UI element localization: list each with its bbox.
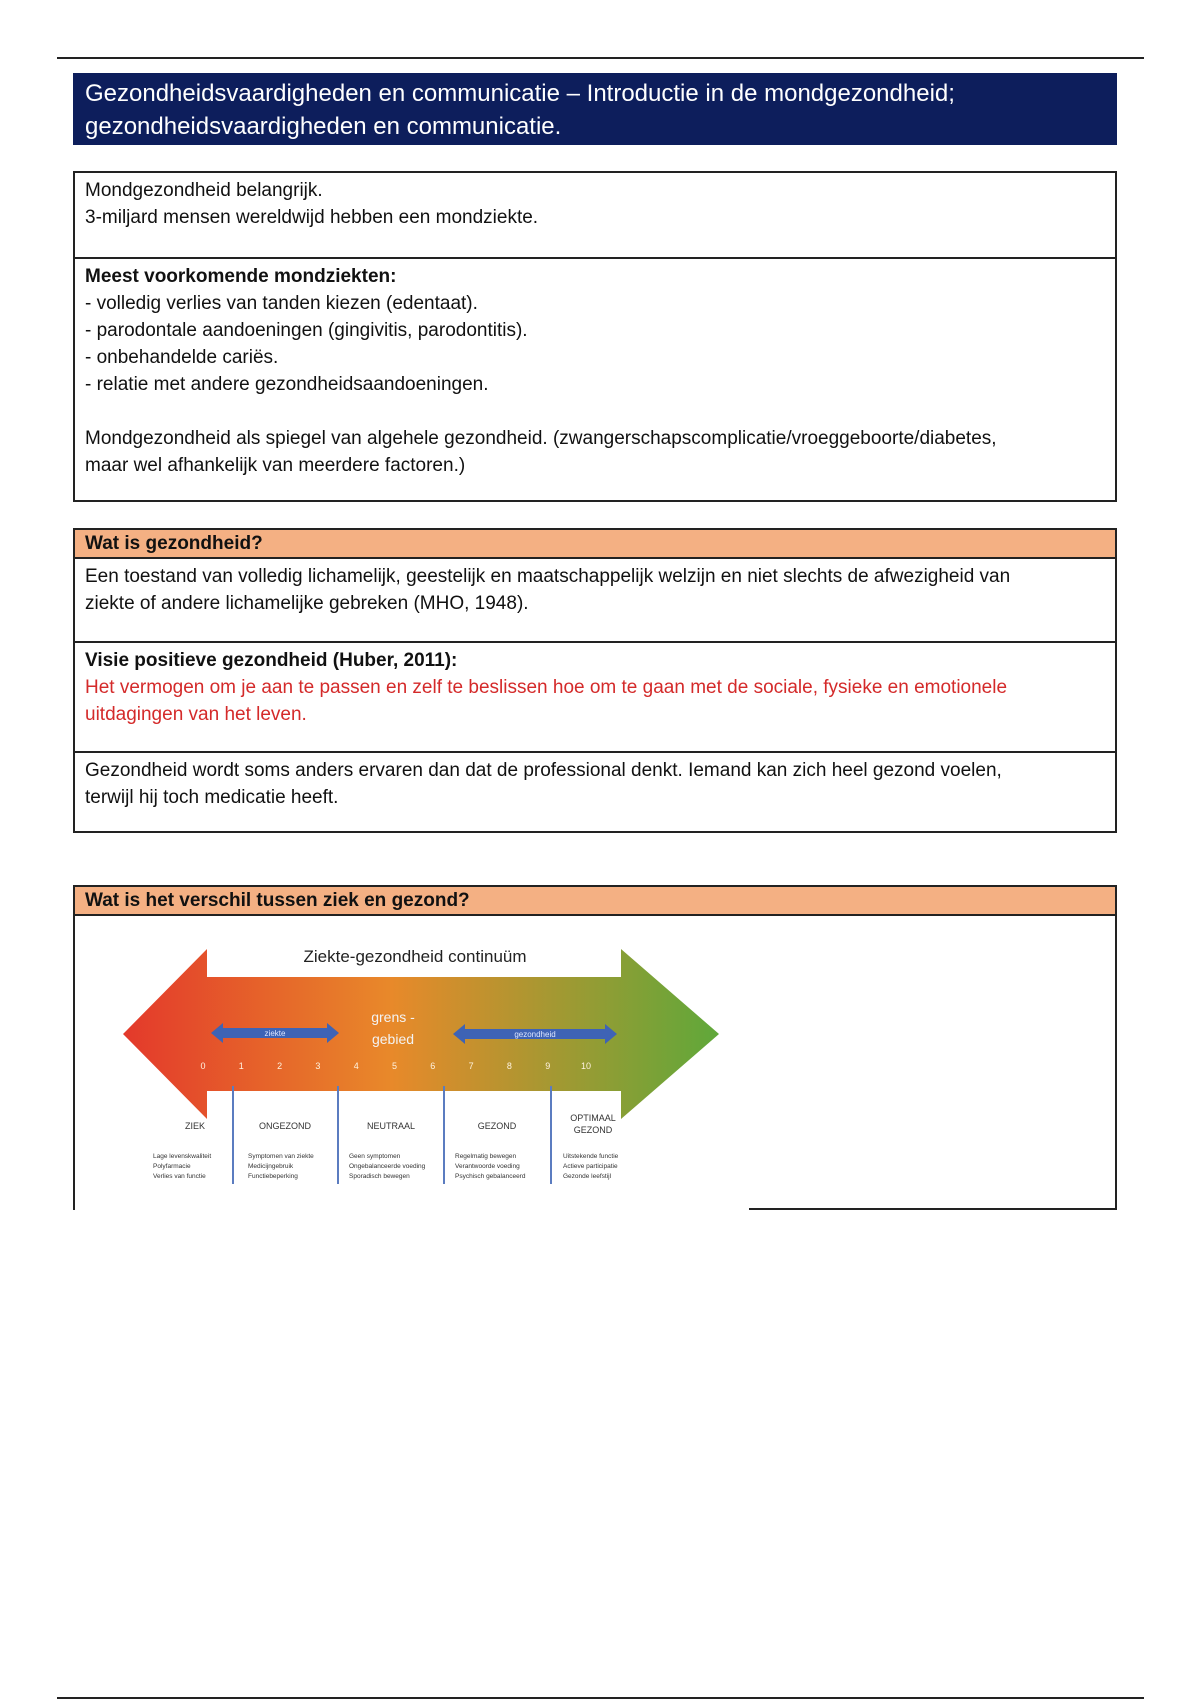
intro-line-2: 3-miljard mensen wereldwijd hebben een mondziekte. xyxy=(85,207,539,228)
category-item: Sporadisch bewegen xyxy=(349,1173,410,1180)
mirror-line-1: Mondgezondheid als spiegel van algehele gezondheid. (zwangerschapscomplicatie/vroeggeboorte/diabetes, xyxy=(85,428,997,449)
tick-label: 6 xyxy=(430,1061,436,1071)
page-title-line-2: gezondheidsvaardigheden en communicatie. xyxy=(85,113,562,140)
continuum-title: Ziekte-gezondheid continuüm xyxy=(303,947,527,966)
category-item: Actieve participatie xyxy=(563,1163,618,1170)
tick-label: 10 xyxy=(580,1061,592,1071)
category-name: OPTIMAAL xyxy=(570,1113,616,1123)
tick-label: 7 xyxy=(468,1061,474,1071)
vision-cell xyxy=(75,641,1115,751)
disease-item: - volledig verlies van tanden kiezen (edentaat). xyxy=(85,293,478,314)
category-item: Ongebalanceerde voeding xyxy=(349,1163,426,1170)
page-title-line-1: Gezondheidsvaardigheden en communicatie – Introductie in de mondgezondheid; xyxy=(85,80,955,107)
disease-item: - parodontale aandoeningen (gingivitis, parodontitis). xyxy=(85,320,528,341)
difference-box xyxy=(73,885,1117,1210)
tick-label: 1 xyxy=(238,1061,244,1071)
mirror-line-2: maar wel afhankelijk van meerdere factoren.) xyxy=(85,455,466,476)
note-line-1: Gezondheid wordt soms anders ervaren dan dat de professional denkt. Iemand kan zich heel gezond voelen, xyxy=(85,760,1002,781)
grensgebied-label-2: gebied xyxy=(371,1031,415,1047)
category-name: ZIEK xyxy=(184,1121,206,1131)
category-item: Psychisch gebalanceerd xyxy=(455,1173,526,1180)
continuum-figure xyxy=(85,916,745,1206)
category-name: GEZOND xyxy=(477,1121,517,1131)
intro-line-1: Mondgezondheid belangrijk. xyxy=(85,180,323,201)
vision-line-2: uitdagingen van het leven. xyxy=(85,704,307,725)
top-rule xyxy=(57,57,1144,59)
category-name: ONGEZOND xyxy=(258,1121,312,1131)
category-item: Geen symptomen xyxy=(349,1153,401,1160)
definition-cell xyxy=(75,559,1115,641)
tick-label: 5 xyxy=(391,1061,398,1071)
oral-health-box xyxy=(73,171,1117,502)
disease-item: - onbehandelde cariës. xyxy=(85,347,279,368)
tick-label: 4 xyxy=(353,1061,359,1071)
diseases-cell xyxy=(75,257,1115,500)
category-item: Polyfarmacie xyxy=(153,1163,191,1170)
note-cell xyxy=(75,751,1115,834)
difference-header: Wat is het verschil tussen ziek en gezond? xyxy=(75,887,1115,916)
health-definition-box xyxy=(73,528,1117,833)
note-line-2: terwijl hij toch medicatie heeft. xyxy=(85,787,339,808)
disease-item: - relatie met andere gezondheidsaandoeningen. xyxy=(85,374,489,395)
tick-label: 2 xyxy=(277,1061,283,1071)
category-name-line-2: GEZOND xyxy=(573,1125,613,1135)
health-header: Wat is gezondheid? xyxy=(75,530,1115,559)
category-item: Symptomen van ziekte xyxy=(248,1153,314,1160)
tick-label: 8 xyxy=(506,1061,512,1071)
page-title xyxy=(73,73,1117,145)
definition-line-1: Een toestand van volledig lichamelijk, geestelijk en maatschappelijk welzijn en niet slechts de afwezigheid van xyxy=(85,566,1011,587)
grensgebied-label-1: grens - xyxy=(371,1009,415,1025)
tick-label: 9 xyxy=(545,1061,551,1071)
definition-line-2: ziekte of andere lichamelijke gebreken (MHO, 1948). xyxy=(85,593,529,614)
ziekte-label: ziekte xyxy=(264,1029,286,1038)
tick-label: 0 xyxy=(200,1061,206,1071)
category-item: Medicijngebruik xyxy=(248,1163,294,1170)
category-item: Functiebeperking xyxy=(248,1173,298,1180)
intro-cell xyxy=(75,173,1115,257)
gezondheid-label: gezondheid xyxy=(514,1030,556,1039)
tick-label: 3 xyxy=(315,1061,321,1071)
vision-line-1: Het vermogen om je aan te passen en zelf te beslissen hoe om te gaan met de sociale, fysieke en emotionele xyxy=(85,677,1008,698)
category-item: Regelmatig bewegen xyxy=(455,1153,517,1160)
category-item: Verlies van functie xyxy=(153,1173,206,1180)
continuum-svg xyxy=(85,916,745,1206)
category-item: Gezonde leefstijl xyxy=(563,1173,612,1180)
category-item: Lage levenskwaliteit xyxy=(153,1153,212,1160)
diseases-heading: Meest voorkomende mondziekten: xyxy=(85,266,397,287)
category-name: NEUTRAAL xyxy=(366,1121,416,1131)
category-item: Verantwoorde voeding xyxy=(455,1163,520,1170)
vision-heading: Visie positieve gezondheid (Huber, 2011): xyxy=(85,650,458,671)
category-item: Uitstekende functie xyxy=(563,1153,619,1160)
bottom-rule xyxy=(57,1697,1144,1699)
